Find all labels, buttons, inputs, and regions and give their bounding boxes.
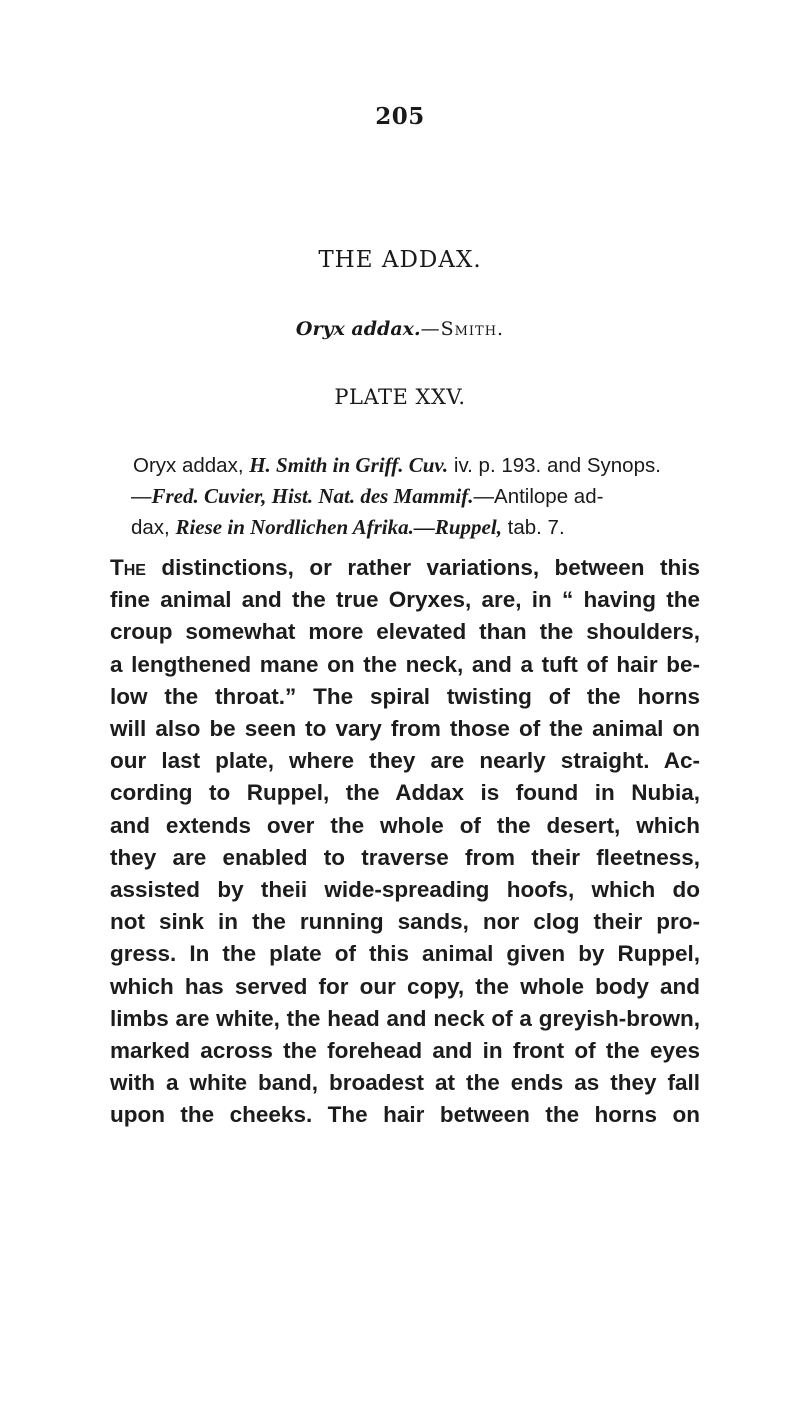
synonymy-text: dax,: [131, 516, 176, 539]
body-line: [110, 1003, 700, 1035]
plate-heading: PLATE XXV.: [334, 385, 466, 409]
body-line-text: upon the cheeks. The hair between the horns on: [110, 1102, 700, 1128]
body-line: [110, 552, 700, 584]
body-line-text: gress. In the plate of this animal given by Ruppel,: [110, 941, 700, 967]
body-line-text: and extends over the whole of the desert, which: [110, 812, 700, 838]
body-line-text: distinctions, or rather variations, between this: [145, 555, 700, 580]
synonymy-line: [133, 450, 693, 481]
synonymy-citation: Fred. Cuvier, Hist. Nat. des Mammif.: [151, 484, 474, 508]
body-line-text: they are enabled to traverse from their fleetness,: [110, 844, 700, 870]
body-line: [110, 906, 700, 938]
scientific-name: Oryx addax.: [295, 318, 421, 340]
synonymy-text: tab. 7.: [501, 516, 565, 539]
page-number: 205: [375, 103, 425, 130]
body-line: [110, 745, 700, 777]
body-line: [110, 681, 700, 713]
body-line: [110, 874, 700, 906]
body-line-text: our last plate, where they are nearly straight. Ac-: [110, 748, 700, 774]
body-line: [110, 1035, 700, 1067]
body-line-text: marked across the forehead and in front of the eyes: [110, 1038, 700, 1064]
synonymy-line: [131, 481, 693, 512]
body-line: [110, 810, 700, 842]
body-line: [110, 713, 700, 745]
body-line-text: will also be seen to vary from those of the animal on: [110, 716, 700, 742]
body-line: [110, 584, 700, 616]
body-line: [110, 938, 700, 970]
body-line: [110, 616, 700, 648]
body-line-text: croup somewhat more elevated than the shoulders,: [110, 619, 700, 645]
body-line-text: limbs are white, the head and neck of a greyish-brown,: [110, 1005, 700, 1031]
body-line: [110, 777, 700, 809]
body-lead-word: The: [110, 555, 146, 580]
body-line-text: which has served for our copy, the whole body and: [110, 973, 700, 999]
synonymy-text: Oryx addax,: [133, 454, 250, 477]
synonymy-citation: Riese in Nordlichen Afrika.—Ruppel,: [175, 515, 502, 539]
body-line: [110, 649, 700, 681]
species-subtitle: [0, 318, 800, 340]
synonymy-text: —: [131, 485, 152, 508]
author-name: —Smith.: [420, 318, 505, 340]
synonymy-block: [133, 450, 693, 543]
body-line-text: a lengthened mane on the neck, and a tuft of hair be-: [110, 651, 700, 677]
body-line-text: assisted by theii wide-spreading hoofs, which do: [110, 877, 700, 903]
body-line-text: low the throat.” The spiral twisting of the horns: [110, 683, 700, 709]
body-line: [110, 842, 700, 874]
body-line: [110, 1067, 700, 1099]
body-line-text: cording to Ruppel, the Addax is found in Nubia,: [110, 780, 700, 806]
body-line-text: with a white band, broadest at the ends as they fall: [110, 1070, 700, 1096]
body-line: [110, 1099, 700, 1131]
body-line-text: not sink in the running sands, nor clog their pro-: [110, 909, 700, 935]
synonymy-text: —Antilope ad-: [473, 485, 604, 508]
body-line: [110, 971, 700, 1003]
synonymy-text: iv. p. 193. and Synops.: [448, 454, 661, 477]
body-paragraph: [110, 552, 700, 1132]
synonymy-line: [131, 512, 693, 543]
synonymy-citation: H. Smith in Griff. Cuv.: [249, 453, 449, 477]
body-line-text: fine animal and the true Oryxes, are, in “ having the: [110, 587, 700, 613]
page-title: THE ADDAX.: [318, 247, 482, 273]
